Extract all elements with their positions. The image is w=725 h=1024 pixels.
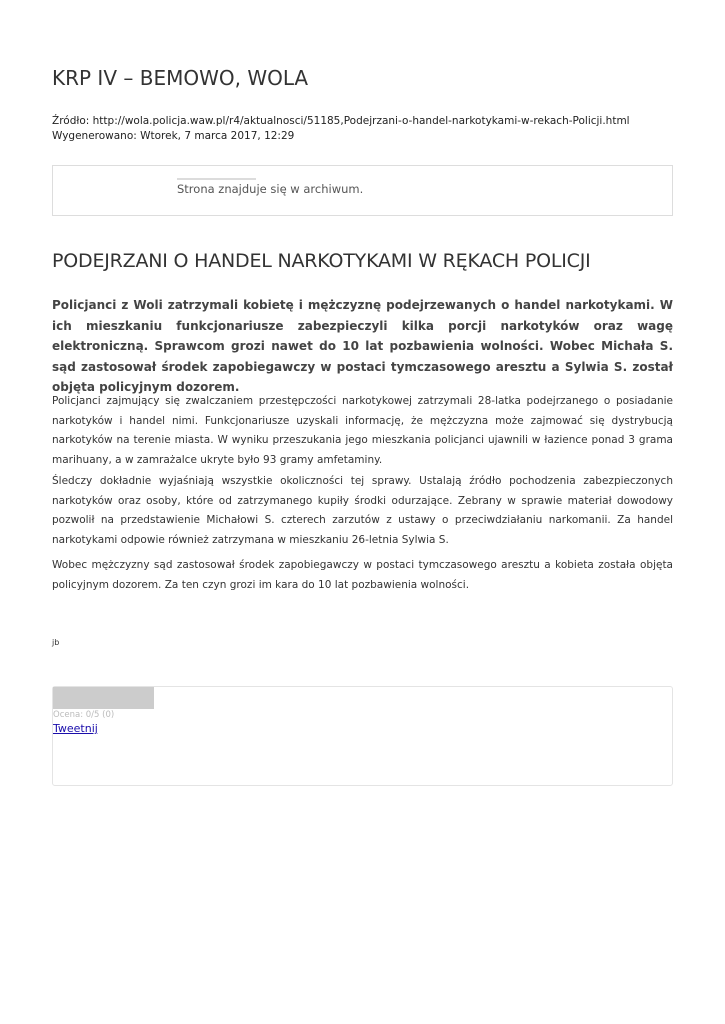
rating-text: Ocena: 0/5 (0) [53,710,115,720]
article-title: PODEJRZANI O HANDEL NARKOTYKAMI W RĘKACH POLICJI [52,250,591,272]
article-paragraph-1: Policjanci zajmujący się zwalczaniem przestępczości narkotykowej zatrzymali 28-latka podejrzanego o posiadanie narkotyków i handel nimi. Funkcjonariusze uzyskali informację, że mężczyzna może zajmować się dystrybucją narkotyków na terenie miasta. W wyniku przeszukania jego mieszkania policjanci ujawnili w łazience ponad 3 grama marihuany, a w zamrażalce ukryte było 93 gramy amfetaminy. [52,395,673,466]
article-paragraph-3: Wobec mężczyzny sąd zastosował środek zapobiegawczy w postaci tymczasowego aresztu a kobieta została objęta policyjnym dozorem. Za ten czyn grozi im kara do 10 lat pozbawienia wolności. [52,559,673,591]
rating-box [52,686,673,786]
article-paragraph-2: Śledczy dokładnie wyjaśniają wszystkie okoliczności tej sprawy. Ustalają źródło pochodzenia zabezpieczonych narkotyków oraz osoby, które od zatrzymanego kupiły środki odurzające. Zebrany w sprawie materiał dowodowy pozwolił na przedstawienie Michałowi S. czterech zarzutów z ustawy o przeciwdziałaniu narkomanii. Za handel narkotykami odpowie również zatrzymana w mieszkaniu 26-letnia Sylwia S. [52,475,673,546]
source-line: Źródło: http://wola.policja.waw.pl/r4/aktualnosci/51185,Podejrzani-o-handel-narkotykami-w-rekach-Policji.html [52,115,630,127]
site-title: KRP IV – BEMOWO, WOLA [52,66,309,90]
tweet-link[interactable]: Tweetnij [53,722,98,735]
article-lead: Policjanci z Woli zatrzymali kobietę i mężczyznę podejrzewanych o handel narkotykami. W ich mieszkaniu funkcjonariusze zabezpieczyli kilka porcji narkotyków oraz wagę elektroniczną. Sprawcom grozi nawet do 10 lat pozbawienia wolności. Wobec Michała S. sąd zastosował środek zapobiegawczy w postaci tymczasowego aresztu a Sylwia S. został objęta policyjnym dozorem. [52,298,673,394]
archive-notice-text: Strona znajduje się w archiwum. [177,182,364,196]
archive-notice-box [52,165,673,216]
rating-stars-placeholder[interactable] [53,687,154,709]
archive-divider [177,178,256,180]
generated-line: Wygenerowano: Wtorek, 7 marca 2017, 12:29 [52,129,295,142]
article-author: jb [52,638,60,647]
print-meta [52,114,673,143]
